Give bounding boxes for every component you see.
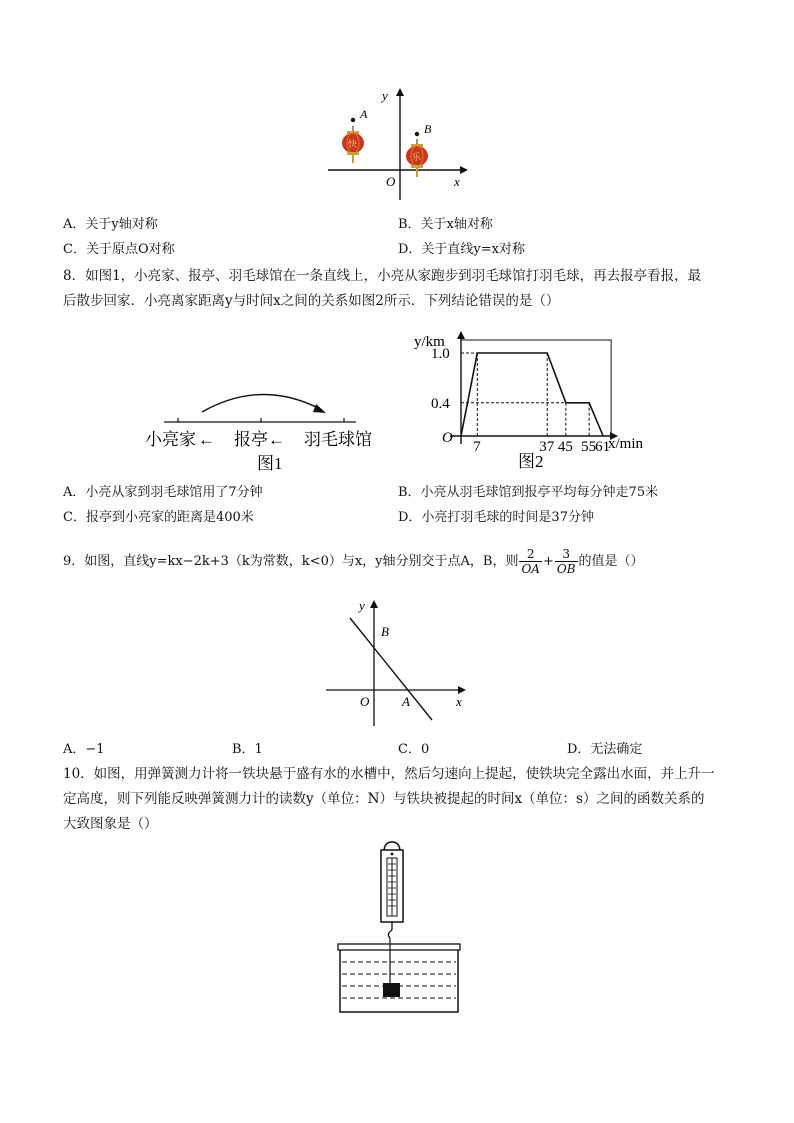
spring-scale-icon xyxy=(381,842,403,938)
q8-fig1-arc xyxy=(202,394,322,412)
q8-option-a: A．小亮从家到羽毛球馆用了7分钟 xyxy=(63,485,263,500)
q7-figure xyxy=(320,84,480,206)
q8-fig1-home: 小亮家 xyxy=(145,430,196,449)
q8-fig2-y-label: y/km xyxy=(414,334,445,350)
q10-stem-line3: 大致图象是（） xyxy=(63,816,158,832)
q9-option-c: C．0 xyxy=(398,742,430,757)
q9-x-label: x xyxy=(456,694,462,709)
q8-fig1-arrow-2: ← xyxy=(268,430,285,449)
q9-option-b: B．1 xyxy=(232,742,263,757)
q7-option-b: B．关于x轴对称 xyxy=(398,217,493,232)
q8-fig2-xtick-0: 7 xyxy=(473,439,481,455)
q8-stem-line1: 8．如图1，小亮家、报亭、羽毛球馆在一条直线上，小亮从家跑步到羽毛球馆打羽毛球，再去报亭看报，最 xyxy=(63,268,702,284)
q9-fraction-1: $\frac{2}{OA}$ xyxy=(521,547,540,576)
svg-text:乐: 乐 xyxy=(412,152,422,162)
q8-fig2-ytick-1: 0.4 xyxy=(431,395,450,412)
q9-y-label: y xyxy=(359,598,365,613)
q8-fig1-kiosk: 报亭 xyxy=(234,430,268,449)
q8-stem-line2: 后散步回家．小亮离家距离y与时间x之间的关系如图2所示．下列结论错误的是（） xyxy=(63,293,560,309)
q9-stem-after: 的值是（） xyxy=(578,554,644,569)
q10-stem-line1: 10．如图，用弹簧测力计将一铁块悬于盛有水的水槽中，然后匀速向上提起，使铁块完全露出水面，并上升一 xyxy=(63,766,715,782)
q7-option-c: C．关于原点O对称 xyxy=(63,242,175,257)
q8-fig1-arc-arrowhead xyxy=(313,404,326,413)
iron-block xyxy=(383,983,400,997)
q7-origin-label: O xyxy=(386,174,396,189)
q8-option-c: C．报亭到小亮家的距离是400米 xyxy=(63,510,254,525)
q9-point-b-label: B xyxy=(381,624,389,639)
q7-y-label: y xyxy=(382,88,388,103)
q8-figure-1 xyxy=(140,382,412,478)
q7-x-label: x xyxy=(454,174,460,189)
q8-fig1-arrow-1: ← xyxy=(198,430,215,449)
q9-option-d: D．无法确定 xyxy=(567,742,643,757)
lantern-b-icon xyxy=(406,139,428,177)
q8-fig2-frame xyxy=(461,340,611,436)
q8-fig2-series-line xyxy=(461,353,603,436)
q7-option-a: A．关于y轴对称 xyxy=(63,217,158,232)
q9-option-a: A．−1 xyxy=(63,742,105,757)
q8-fig2-x-label: x/min xyxy=(608,436,644,452)
q8-fig2-xtick-2: 45 xyxy=(557,439,573,455)
svg-text:快: 快 xyxy=(348,139,358,149)
q8-option-b: B．小亮从羽毛球馆到报亭平均每分钟走75米 xyxy=(398,485,659,500)
q8-fig2-ytick-0: 1.0 xyxy=(431,346,450,362)
q8-fig2-caption: 图2 xyxy=(518,452,544,471)
q9-point-a-label: A xyxy=(402,694,410,709)
q7-y-arrow xyxy=(396,88,404,96)
q8-fig1-gym: 羽毛球馆 xyxy=(304,430,372,449)
q9-plus: + xyxy=(542,554,554,569)
q8-figure-2 xyxy=(408,322,658,474)
q7-point-b-label: B xyxy=(424,122,432,136)
q8-fig2-chart xyxy=(431,340,611,455)
q9-stem xyxy=(63,544,644,580)
q7-point-a xyxy=(351,118,355,122)
q9-fraction-2: $\frac{3}{OB}$ xyxy=(556,547,576,576)
q8-fig2-xtick-1: 37 xyxy=(539,439,555,455)
q8-fig1-caption: 图1 xyxy=(257,454,283,473)
q7-x-arrow xyxy=(460,166,468,174)
q7-option-d: D．关于直线y=x对称 xyxy=(398,242,525,257)
q8-stem xyxy=(63,264,731,314)
q9-stem-before: 9．如图，直线y=kx−2k+3（k为常数，k<0）与x，y轴分别交于点A，B，则 xyxy=(63,554,519,569)
q10-stem xyxy=(63,762,731,837)
q8-fig2-xtick-4: 61 xyxy=(595,439,611,455)
lantern-a-icon xyxy=(342,126,364,163)
q10-stem-line2: 定高度，则下列能反映弹簧测力计的读数y（单位：N）与铁块被提起的时间x（单位：s）之间的函数关系的 xyxy=(63,791,705,807)
q8-fig2-origin: O xyxy=(442,430,453,446)
q9-origin: O xyxy=(360,694,370,709)
q7-point-b xyxy=(415,132,419,136)
q9-figure xyxy=(318,594,478,730)
q10-figure xyxy=(330,838,470,1018)
q7-point-a-label: A xyxy=(360,107,368,121)
q8-fig2-xtick-3: 55 xyxy=(581,439,597,455)
q8-option-d: D．小亮打羽毛球的时间是37分钟 xyxy=(398,510,594,525)
water-tank-icon xyxy=(338,938,460,1012)
